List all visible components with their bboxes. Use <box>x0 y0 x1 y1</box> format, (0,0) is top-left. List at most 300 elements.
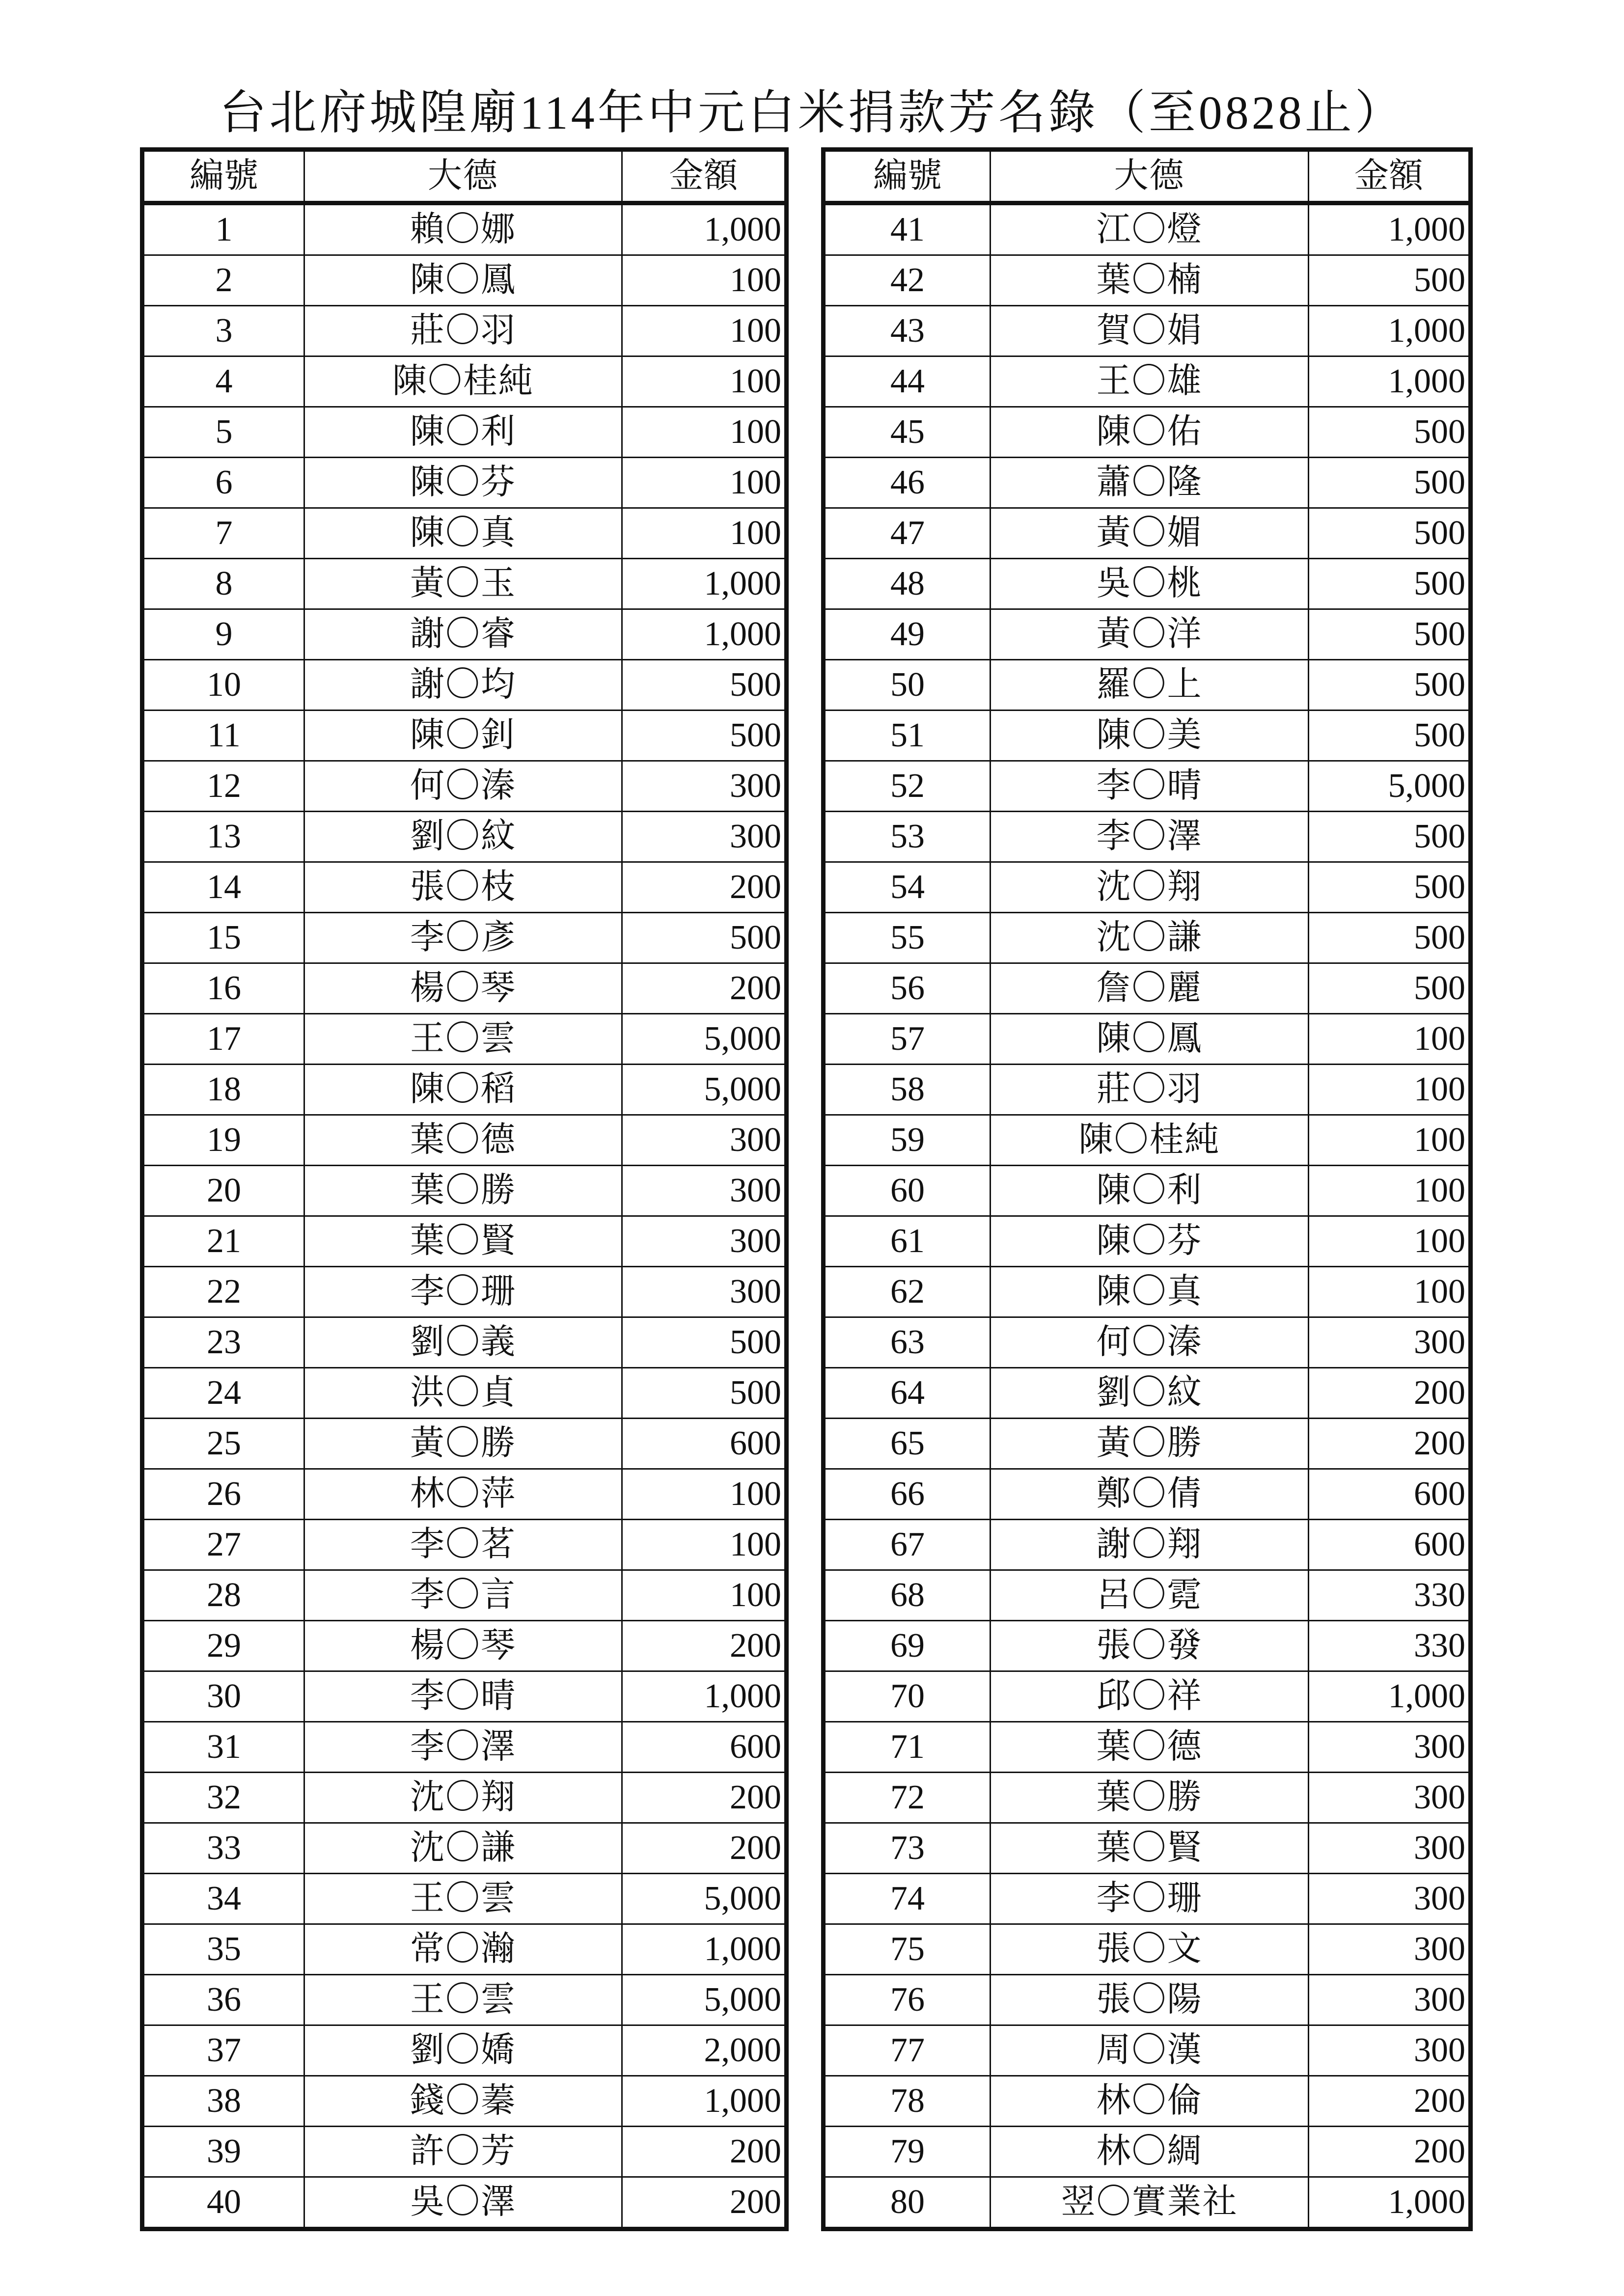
donation-amount: 330 <box>1309 1570 1471 1621</box>
donor-number: 73 <box>824 1823 991 1874</box>
donor-name: 吳〇澤 <box>304 2177 622 2229</box>
donation-amount: 300 <box>1309 2025 1471 2076</box>
donor-number: 57 <box>824 1014 991 1065</box>
donation-amount: 300 <box>1309 1317 1471 1368</box>
donor-number: 13 <box>142 812 304 862</box>
table-row <box>142 1267 787 1317</box>
donor-name: 黃〇勝 <box>991 1419 1309 1469</box>
table-header <box>824 150 1471 203</box>
table-row <box>824 913 1471 963</box>
donor-number: 15 <box>142 913 304 963</box>
table-row <box>824 203 1471 255</box>
donor-number: 25 <box>142 1419 304 1469</box>
donation-amount: 1,000 <box>622 609 787 660</box>
donor-number: 2 <box>142 255 304 306</box>
donation-amount: 300 <box>622 812 787 862</box>
table-row <box>824 1722 1471 1773</box>
table-row <box>824 1419 1471 1469</box>
donor-number: 4 <box>142 356 304 407</box>
donor-name: 賀〇娟 <box>991 306 1309 356</box>
donor-name: 李〇茗 <box>304 1520 622 1570</box>
table-row <box>824 407 1471 458</box>
donor-number: 19 <box>142 1115 304 1166</box>
donor-name: 陳〇利 <box>304 407 622 458</box>
donor-number: 31 <box>142 1722 304 1773</box>
donor-number: 29 <box>142 1621 304 1671</box>
table-row <box>142 255 787 306</box>
table-row <box>824 508 1471 559</box>
table-row <box>142 1621 787 1671</box>
table-row <box>824 1317 1471 1368</box>
donation-amount: 100 <box>622 1520 787 1570</box>
donation-amount: 500 <box>1309 458 1471 508</box>
donor-number: 3 <box>142 306 304 356</box>
donor-number: 7 <box>142 508 304 559</box>
table-row <box>142 2025 787 2076</box>
table-row <box>142 508 787 559</box>
donation-amount: 500 <box>622 660 787 711</box>
donation-amount: 100 <box>1309 1216 1471 1267</box>
donor-name: 沈〇翔 <box>304 1773 622 1823</box>
donor-name: 劉〇紋 <box>991 1368 1309 1419</box>
donation-amount: 500 <box>1309 963 1471 1014</box>
table-row <box>142 1823 787 1874</box>
donor-number: 32 <box>142 1773 304 1823</box>
donor-name: 何〇溱 <box>991 1317 1309 1368</box>
donor-name: 陳〇芬 <box>304 458 622 508</box>
table-row <box>824 458 1471 508</box>
donation-amount: 100 <box>622 356 787 407</box>
donor-number: 49 <box>824 609 991 660</box>
donor-number: 70 <box>824 1671 991 1722</box>
table-row <box>824 2025 1471 2076</box>
donor-name: 張〇發 <box>991 1621 1309 1671</box>
donation-amount: 1,000 <box>1309 356 1471 407</box>
donor-number: 40 <box>142 2177 304 2229</box>
donation-amount: 100 <box>622 407 787 458</box>
donor-name: 李〇晴 <box>991 761 1309 812</box>
table-row <box>142 660 787 711</box>
donor-name: 劉〇義 <box>304 1317 622 1368</box>
donor-table-right <box>821 147 1473 2231</box>
donation-amount: 5,000 <box>1309 761 1471 812</box>
donor-number: 79 <box>824 2127 991 2177</box>
donor-number: 42 <box>824 255 991 306</box>
donor-name: 謝〇睿 <box>304 609 622 660</box>
header-amount: 金額 <box>1309 150 1471 203</box>
donor-number: 18 <box>142 1065 304 1115</box>
table-row <box>824 1166 1471 1216</box>
donor-name: 陳〇稻 <box>304 1065 622 1115</box>
donation-amount: 200 <box>1309 1419 1471 1469</box>
donation-amount: 500 <box>1309 559 1471 609</box>
table-row <box>142 1570 787 1621</box>
donation-amount: 200 <box>622 1773 787 1823</box>
donor-number: 80 <box>824 2177 991 2229</box>
donation-amount: 100 <box>1309 1166 1471 1216</box>
donor-name: 呂〇霓 <box>991 1570 1309 1621</box>
table-row <box>142 306 787 356</box>
donation-amount: 1,000 <box>1309 203 1471 255</box>
donation-amount: 100 <box>1309 1065 1471 1115</box>
donation-amount: 1,000 <box>622 1924 787 1975</box>
donation-amount: 500 <box>1309 255 1471 306</box>
table-row <box>142 356 787 407</box>
donation-amount: 200 <box>622 2127 787 2177</box>
table-row <box>142 1115 787 1166</box>
donation-amount: 100 <box>1309 1115 1471 1166</box>
donor-number: 28 <box>142 1570 304 1621</box>
donation-amount: 200 <box>1309 2076 1471 2127</box>
header-number: 編號 <box>142 150 304 203</box>
donor-name: 李〇珊 <box>304 1267 622 1317</box>
donor-number: 24 <box>142 1368 304 1419</box>
table-row <box>142 1166 787 1216</box>
table-row <box>824 1065 1471 1115</box>
donor-number: 54 <box>824 862 991 913</box>
page-title: 台北府城隍廟114年中元白米捐款芳名錄（至0828止） <box>219 86 1405 139</box>
header-number: 編號 <box>824 150 991 203</box>
donor-number: 30 <box>142 1671 304 1722</box>
donation-amount: 100 <box>622 458 787 508</box>
table-row <box>824 2177 1471 2229</box>
donor-number: 14 <box>142 862 304 913</box>
donor-number: 52 <box>824 761 991 812</box>
donation-amount: 330 <box>1309 1621 1471 1671</box>
table-row <box>824 2076 1471 2127</box>
table-row <box>824 660 1471 711</box>
donor-name: 張〇文 <box>991 1924 1309 1975</box>
donor-name: 吳〇桃 <box>991 559 1309 609</box>
donation-amount: 500 <box>1309 508 1471 559</box>
donation-amount: 1,000 <box>1309 306 1471 356</box>
donation-amount: 1,000 <box>622 2076 787 2127</box>
table-row <box>142 761 787 812</box>
donor-number: 16 <box>142 963 304 1014</box>
donor-number: 43 <box>824 306 991 356</box>
donor-number: 6 <box>142 458 304 508</box>
donor-name: 黃〇媚 <box>991 508 1309 559</box>
donor-number: 56 <box>824 963 991 1014</box>
table-row <box>142 1216 787 1267</box>
donor-name: 何〇溱 <box>304 761 622 812</box>
donation-amount: 500 <box>622 1368 787 1419</box>
donor-number: 17 <box>142 1014 304 1065</box>
donor-name: 謝〇翔 <box>991 1520 1309 1570</box>
donation-amount: 200 <box>622 1823 787 1874</box>
table-row <box>824 1874 1471 1924</box>
table-row <box>824 1115 1471 1166</box>
donor-name: 李〇彥 <box>304 913 622 963</box>
table-row <box>142 1924 787 1975</box>
donation-amount: 100 <box>622 306 787 356</box>
donor-name: 葉〇勝 <box>304 1166 622 1216</box>
donor-name: 王〇雲 <box>304 1975 622 2025</box>
table-row <box>142 1773 787 1823</box>
donor-name: 翌〇實業社 <box>991 2177 1309 2229</box>
donor-name: 莊〇羽 <box>304 306 622 356</box>
donor-name: 李〇澤 <box>991 812 1309 862</box>
table-row <box>824 711 1471 761</box>
donation-amount: 5,000 <box>622 1065 787 1115</box>
table-row <box>142 862 787 913</box>
donor-name: 葉〇賢 <box>304 1216 622 1267</box>
donor-name: 陳〇美 <box>991 711 1309 761</box>
donation-amount: 600 <box>1309 1520 1471 1570</box>
donor-name: 王〇雄 <box>991 356 1309 407</box>
donation-amount: 500 <box>1309 913 1471 963</box>
donation-amount: 300 <box>622 1267 787 1317</box>
donor-name: 林〇綢 <box>991 2127 1309 2177</box>
donation-amount: 100 <box>622 255 787 306</box>
donation-amount: 300 <box>622 1166 787 1216</box>
donation-amount: 500 <box>1309 812 1471 862</box>
donor-number: 66 <box>824 1469 991 1520</box>
donation-amount: 200 <box>622 1621 787 1671</box>
donor-name: 葉〇楠 <box>991 255 1309 306</box>
donor-name: 錢〇蓁 <box>304 2076 622 2127</box>
donor-number: 50 <box>824 660 991 711</box>
donor-name: 陳〇芬 <box>991 1216 1309 1267</box>
donor-name: 謝〇均 <box>304 660 622 711</box>
donor-name: 陳〇真 <box>304 508 622 559</box>
donor-number: 35 <box>142 1924 304 1975</box>
donor-number: 21 <box>142 1216 304 1267</box>
donor-number: 60 <box>824 1166 991 1216</box>
donor-name: 蕭〇隆 <box>991 458 1309 508</box>
donor-name: 王〇雲 <box>304 1874 622 1924</box>
donation-amount: 600 <box>1309 1469 1471 1520</box>
header-amount: 金額 <box>622 150 787 203</box>
table-row <box>142 1317 787 1368</box>
donor-number: 65 <box>824 1419 991 1469</box>
header-name: 大德 <box>304 150 622 203</box>
donor-number: 67 <box>824 1520 991 1570</box>
donation-amount: 300 <box>1309 1924 1471 1975</box>
donor-name: 林〇倫 <box>991 2076 1309 2127</box>
donation-amount: 500 <box>622 913 787 963</box>
donor-name: 許〇芳 <box>304 2127 622 2177</box>
donation-amount: 5,000 <box>622 1874 787 1924</box>
donor-number: 10 <box>142 660 304 711</box>
donor-name: 葉〇賢 <box>991 1823 1309 1874</box>
donor-number: 44 <box>824 356 991 407</box>
donor-number: 38 <box>142 2076 304 2127</box>
table-row <box>824 1924 1471 1975</box>
donor-number: 69 <box>824 1621 991 1671</box>
donor-name: 羅〇上 <box>991 660 1309 711</box>
table-row <box>142 458 787 508</box>
donor-number: 64 <box>824 1368 991 1419</box>
donation-amount: 100 <box>622 1469 787 1520</box>
donor-name: 賴〇娜 <box>304 203 622 255</box>
table-row <box>824 812 1471 862</box>
donation-amount: 5,000 <box>622 1975 787 2025</box>
donor-name: 黃〇勝 <box>304 1419 622 1469</box>
donation-amount: 500 <box>622 1317 787 1368</box>
donor-number: 11 <box>142 711 304 761</box>
donor-number: 26 <box>142 1469 304 1520</box>
donor-name: 沈〇翔 <box>991 862 1309 913</box>
donor-number: 37 <box>142 2025 304 2076</box>
donor-name: 莊〇羽 <box>991 1065 1309 1115</box>
donor-number: 47 <box>824 508 991 559</box>
donor-name: 楊〇琴 <box>304 1621 622 1671</box>
donation-amount: 1,000 <box>622 203 787 255</box>
donation-amount: 300 <box>622 1216 787 1267</box>
donor-number: 5 <box>142 407 304 458</box>
table-row <box>824 2127 1471 2177</box>
table-row <box>142 1419 787 1469</box>
table-row <box>142 1722 787 1773</box>
donor-name: 洪〇貞 <box>304 1368 622 1419</box>
donation-amount: 600 <box>622 1722 787 1773</box>
donation-amount: 100 <box>1309 1267 1471 1317</box>
table-row <box>142 2177 787 2229</box>
donor-number: 76 <box>824 1975 991 2025</box>
donation-amount: 500 <box>1309 660 1471 711</box>
donation-amount: 100 <box>622 508 787 559</box>
donation-amount: 600 <box>622 1419 787 1469</box>
donor-number: 23 <box>142 1317 304 1368</box>
donor-name: 劉〇紋 <box>304 812 622 862</box>
donor-name: 劉〇嬌 <box>304 2025 622 2076</box>
donor-name: 邱〇祥 <box>991 1671 1309 1722</box>
donor-name: 李〇言 <box>304 1570 622 1621</box>
donor-name: 詹〇麗 <box>991 963 1309 1014</box>
donor-number: 41 <box>824 203 991 255</box>
table-row <box>824 1671 1471 1722</box>
table-row <box>142 812 787 862</box>
donor-name: 陳〇桂純 <box>304 356 622 407</box>
donor-number: 51 <box>824 711 991 761</box>
donor-number: 20 <box>142 1166 304 1216</box>
donation-amount: 500 <box>1309 711 1471 761</box>
donor-name: 黃〇玉 <box>304 559 622 609</box>
donation-amount: 200 <box>1309 1368 1471 1419</box>
donor-number: 33 <box>142 1823 304 1874</box>
donation-amount: 5,000 <box>622 1014 787 1065</box>
donor-number: 68 <box>824 1570 991 1621</box>
table-row <box>824 1469 1471 1520</box>
donor-name: 陳〇鳳 <box>304 255 622 306</box>
table-row <box>142 1671 787 1722</box>
table-row <box>142 913 787 963</box>
table-row <box>142 1975 787 2025</box>
donation-amount: 2,000 <box>622 2025 787 2076</box>
donor-name: 張〇陽 <box>991 1975 1309 2025</box>
donor-number: 61 <box>824 1216 991 1267</box>
donor-number: 53 <box>824 812 991 862</box>
donor-name: 陳〇真 <box>991 1267 1309 1317</box>
table-row <box>142 1065 787 1115</box>
donor-name: 江〇燈 <box>991 203 1309 255</box>
table-row <box>142 2127 787 2177</box>
table-row <box>142 1874 787 1924</box>
donor-name: 陳〇利 <box>991 1166 1309 1216</box>
donation-amount: 300 <box>1309 1975 1471 2025</box>
donation-amount: 200 <box>1309 2127 1471 2177</box>
donation-amount: 300 <box>1309 1773 1471 1823</box>
table-row <box>142 203 787 255</box>
donor-number: 58 <box>824 1065 991 1115</box>
donor-name: 陳〇釗 <box>304 711 622 761</box>
donor-number: 48 <box>824 559 991 609</box>
donor-name: 李〇晴 <box>304 1671 622 1722</box>
table-row <box>824 862 1471 913</box>
donor-name: 陳〇佑 <box>991 407 1309 458</box>
donation-amount: 1,000 <box>622 559 787 609</box>
table-row <box>824 963 1471 1014</box>
donor-number: 77 <box>824 2025 991 2076</box>
donor-name: 周〇漢 <box>991 2025 1309 2076</box>
donation-amount: 500 <box>1309 862 1471 913</box>
table-row <box>142 1368 787 1419</box>
table-row <box>142 1520 787 1570</box>
donor-number: 36 <box>142 1975 304 2025</box>
donor-name: 沈〇謙 <box>304 1823 622 1874</box>
table-header <box>142 150 787 203</box>
donor-number: 22 <box>142 1267 304 1317</box>
donor-name: 葉〇德 <box>991 1722 1309 1773</box>
table-row <box>824 356 1471 407</box>
donor-number: 72 <box>824 1773 991 1823</box>
donor-number: 78 <box>824 2076 991 2127</box>
donation-amount: 1,000 <box>1309 2177 1471 2229</box>
donor-name: 陳〇鳳 <box>991 1014 1309 1065</box>
table-row <box>142 1469 787 1520</box>
donor-name: 沈〇謙 <box>991 913 1309 963</box>
donation-amount: 300 <box>1309 1722 1471 1773</box>
donor-number: 55 <box>824 913 991 963</box>
table-row <box>824 1823 1471 1874</box>
donor-number: 71 <box>824 1722 991 1773</box>
table-row <box>142 711 787 761</box>
table-row <box>824 1975 1471 2025</box>
table-row <box>824 1368 1471 1419</box>
donor-name: 陳〇桂純 <box>991 1115 1309 1166</box>
table-row <box>824 1216 1471 1267</box>
donation-amount: 1,000 <box>1309 1671 1471 1722</box>
donation-amount: 500 <box>1309 407 1471 458</box>
table-row <box>824 1621 1471 1671</box>
donor-number: 1 <box>142 203 304 255</box>
donation-amount: 300 <box>1309 1874 1471 1924</box>
table-row <box>824 761 1471 812</box>
donor-name: 王〇雲 <box>304 1014 622 1065</box>
donor-number: 59 <box>824 1115 991 1166</box>
table-row <box>824 306 1471 356</box>
donor-number: 62 <box>824 1267 991 1317</box>
donor-name: 張〇枝 <box>304 862 622 913</box>
donation-amount: 1,000 <box>622 1671 787 1722</box>
donor-name: 李〇珊 <box>991 1874 1309 1924</box>
donor-number: 34 <box>142 1874 304 1924</box>
donor-name: 黃〇洋 <box>991 609 1309 660</box>
donor-number: 45 <box>824 407 991 458</box>
table-row <box>142 963 787 1014</box>
table-row <box>824 609 1471 660</box>
donor-number: 8 <box>142 559 304 609</box>
donor-name: 林〇萍 <box>304 1469 622 1520</box>
donor-number: 12 <box>142 761 304 812</box>
donor-number: 75 <box>824 1924 991 1975</box>
donation-amount: 500 <box>622 711 787 761</box>
table-row <box>142 1014 787 1065</box>
donation-amount: 100 <box>622 1570 787 1621</box>
donor-number: 46 <box>824 458 991 508</box>
table-row <box>824 255 1471 306</box>
